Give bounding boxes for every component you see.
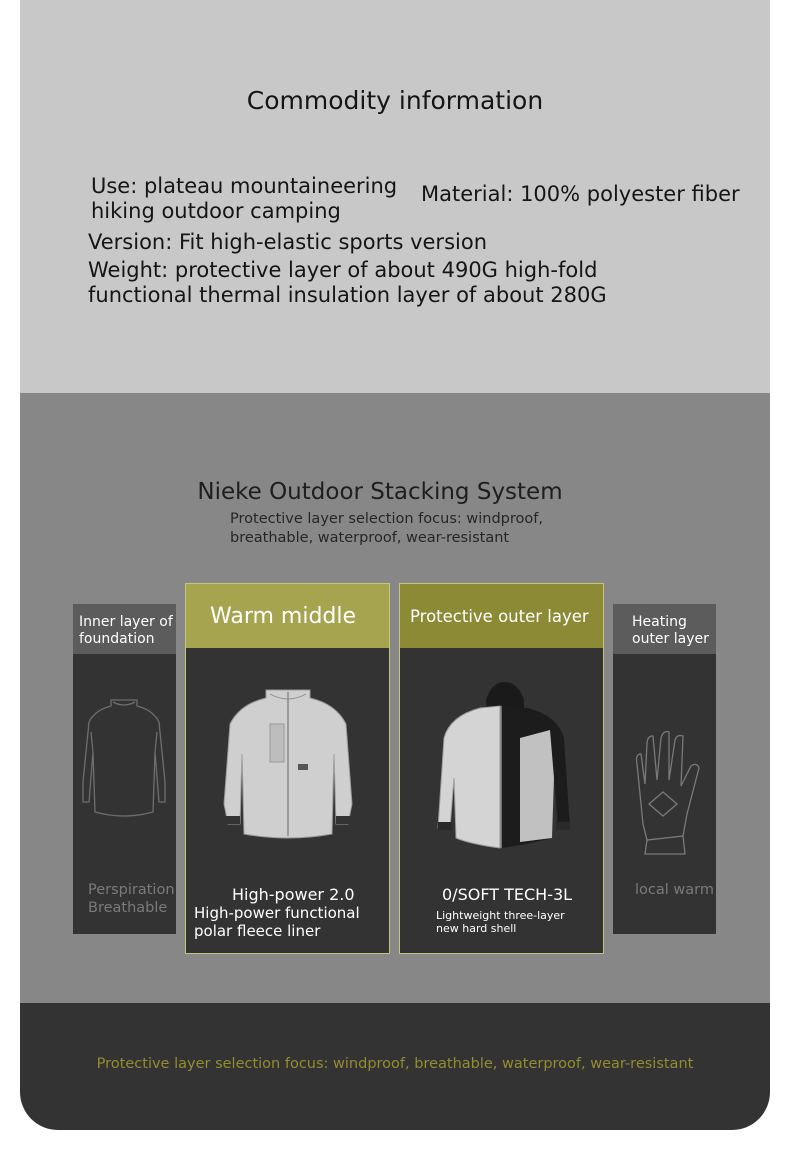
system-subtitle-line-2: breathable, waterproof, wear-resistant [230, 530, 510, 546]
card-inner-layer-caption-1: Perspiration [88, 882, 175, 898]
version-line: Version: Fit high-elastic sports version [88, 230, 487, 254]
card-heating-outer [613, 604, 716, 934]
card-inner-layer-header [73, 604, 176, 654]
card-warm-middle-title: Warm middle [210, 604, 357, 629]
card-warm-middle-header [186, 584, 389, 648]
system-title: Nieke Outdoor Stacking System [197, 479, 563, 505]
card-protective-outer-header [400, 584, 603, 648]
weight-line-1: Weight: protective layer of about 490G high-fold [88, 258, 598, 282]
card-heating-outer-header [613, 604, 716, 654]
product-detail-frame [20, 0, 770, 1130]
commodity-info-title: Commodity information [246, 86, 544, 115]
weight-line-2: functional thermal insulation layer of about 280G [88, 283, 607, 307]
commodity-info-section [20, 0, 770, 393]
card-protective-outer-caption-2: Lightweight three-layer [436, 909, 565, 922]
card-warm-middle [185, 583, 390, 954]
card-inner-layer [73, 604, 176, 934]
stacking-system-section [20, 393, 770, 1003]
card-protective-outer-caption-1: 0/SOFT TECH-3L [442, 885, 573, 904]
card-protective-outer-caption-3: new hard shell [436, 922, 517, 935]
use-line-2: hiking outdoor camping [91, 199, 341, 223]
base-layer-shirt-icon [73, 692, 176, 862]
footer-section [20, 1003, 770, 1130]
material-line: Material: 100% polyester fiber [421, 182, 740, 206]
card-warm-middle-caption-2: High-power functional [194, 904, 360, 922]
card-inner-layer-body [73, 654, 176, 934]
system-subtitle-line-1: Protective layer selection focus: windproof, [230, 511, 543, 527]
card-warm-middle-caption-1: High-power 2.0 [232, 885, 355, 904]
fleece-jacket-icon [186, 684, 389, 844]
card-inner-layer-title-1: Inner layer of [79, 614, 173, 630]
use-line-1: Use: plateau mountaineering [91, 174, 398, 198]
card-heating-outer-title-2: outer layer [632, 631, 709, 647]
footer-text: Protective layer selection focus: windproof, breathable, waterproof, wear-resistant [96, 1056, 694, 1072]
card-heating-outer-caption: local warm [635, 882, 714, 898]
card-protective-outer-title: Protective outer layer [410, 607, 589, 626]
card-inner-layer-caption-2: Breathable [88, 900, 168, 916]
glove-icon [613, 704, 716, 864]
hardshell-jacket-icon [400, 678, 603, 858]
card-heating-outer-body [613, 654, 716, 934]
card-inner-layer-title-2: foundation [79, 631, 155, 647]
card-warm-middle-caption-3: polar fleece liner [194, 922, 321, 940]
card-protective-outer [399, 583, 604, 954]
card-heating-outer-title-1: Heating [632, 614, 687, 630]
